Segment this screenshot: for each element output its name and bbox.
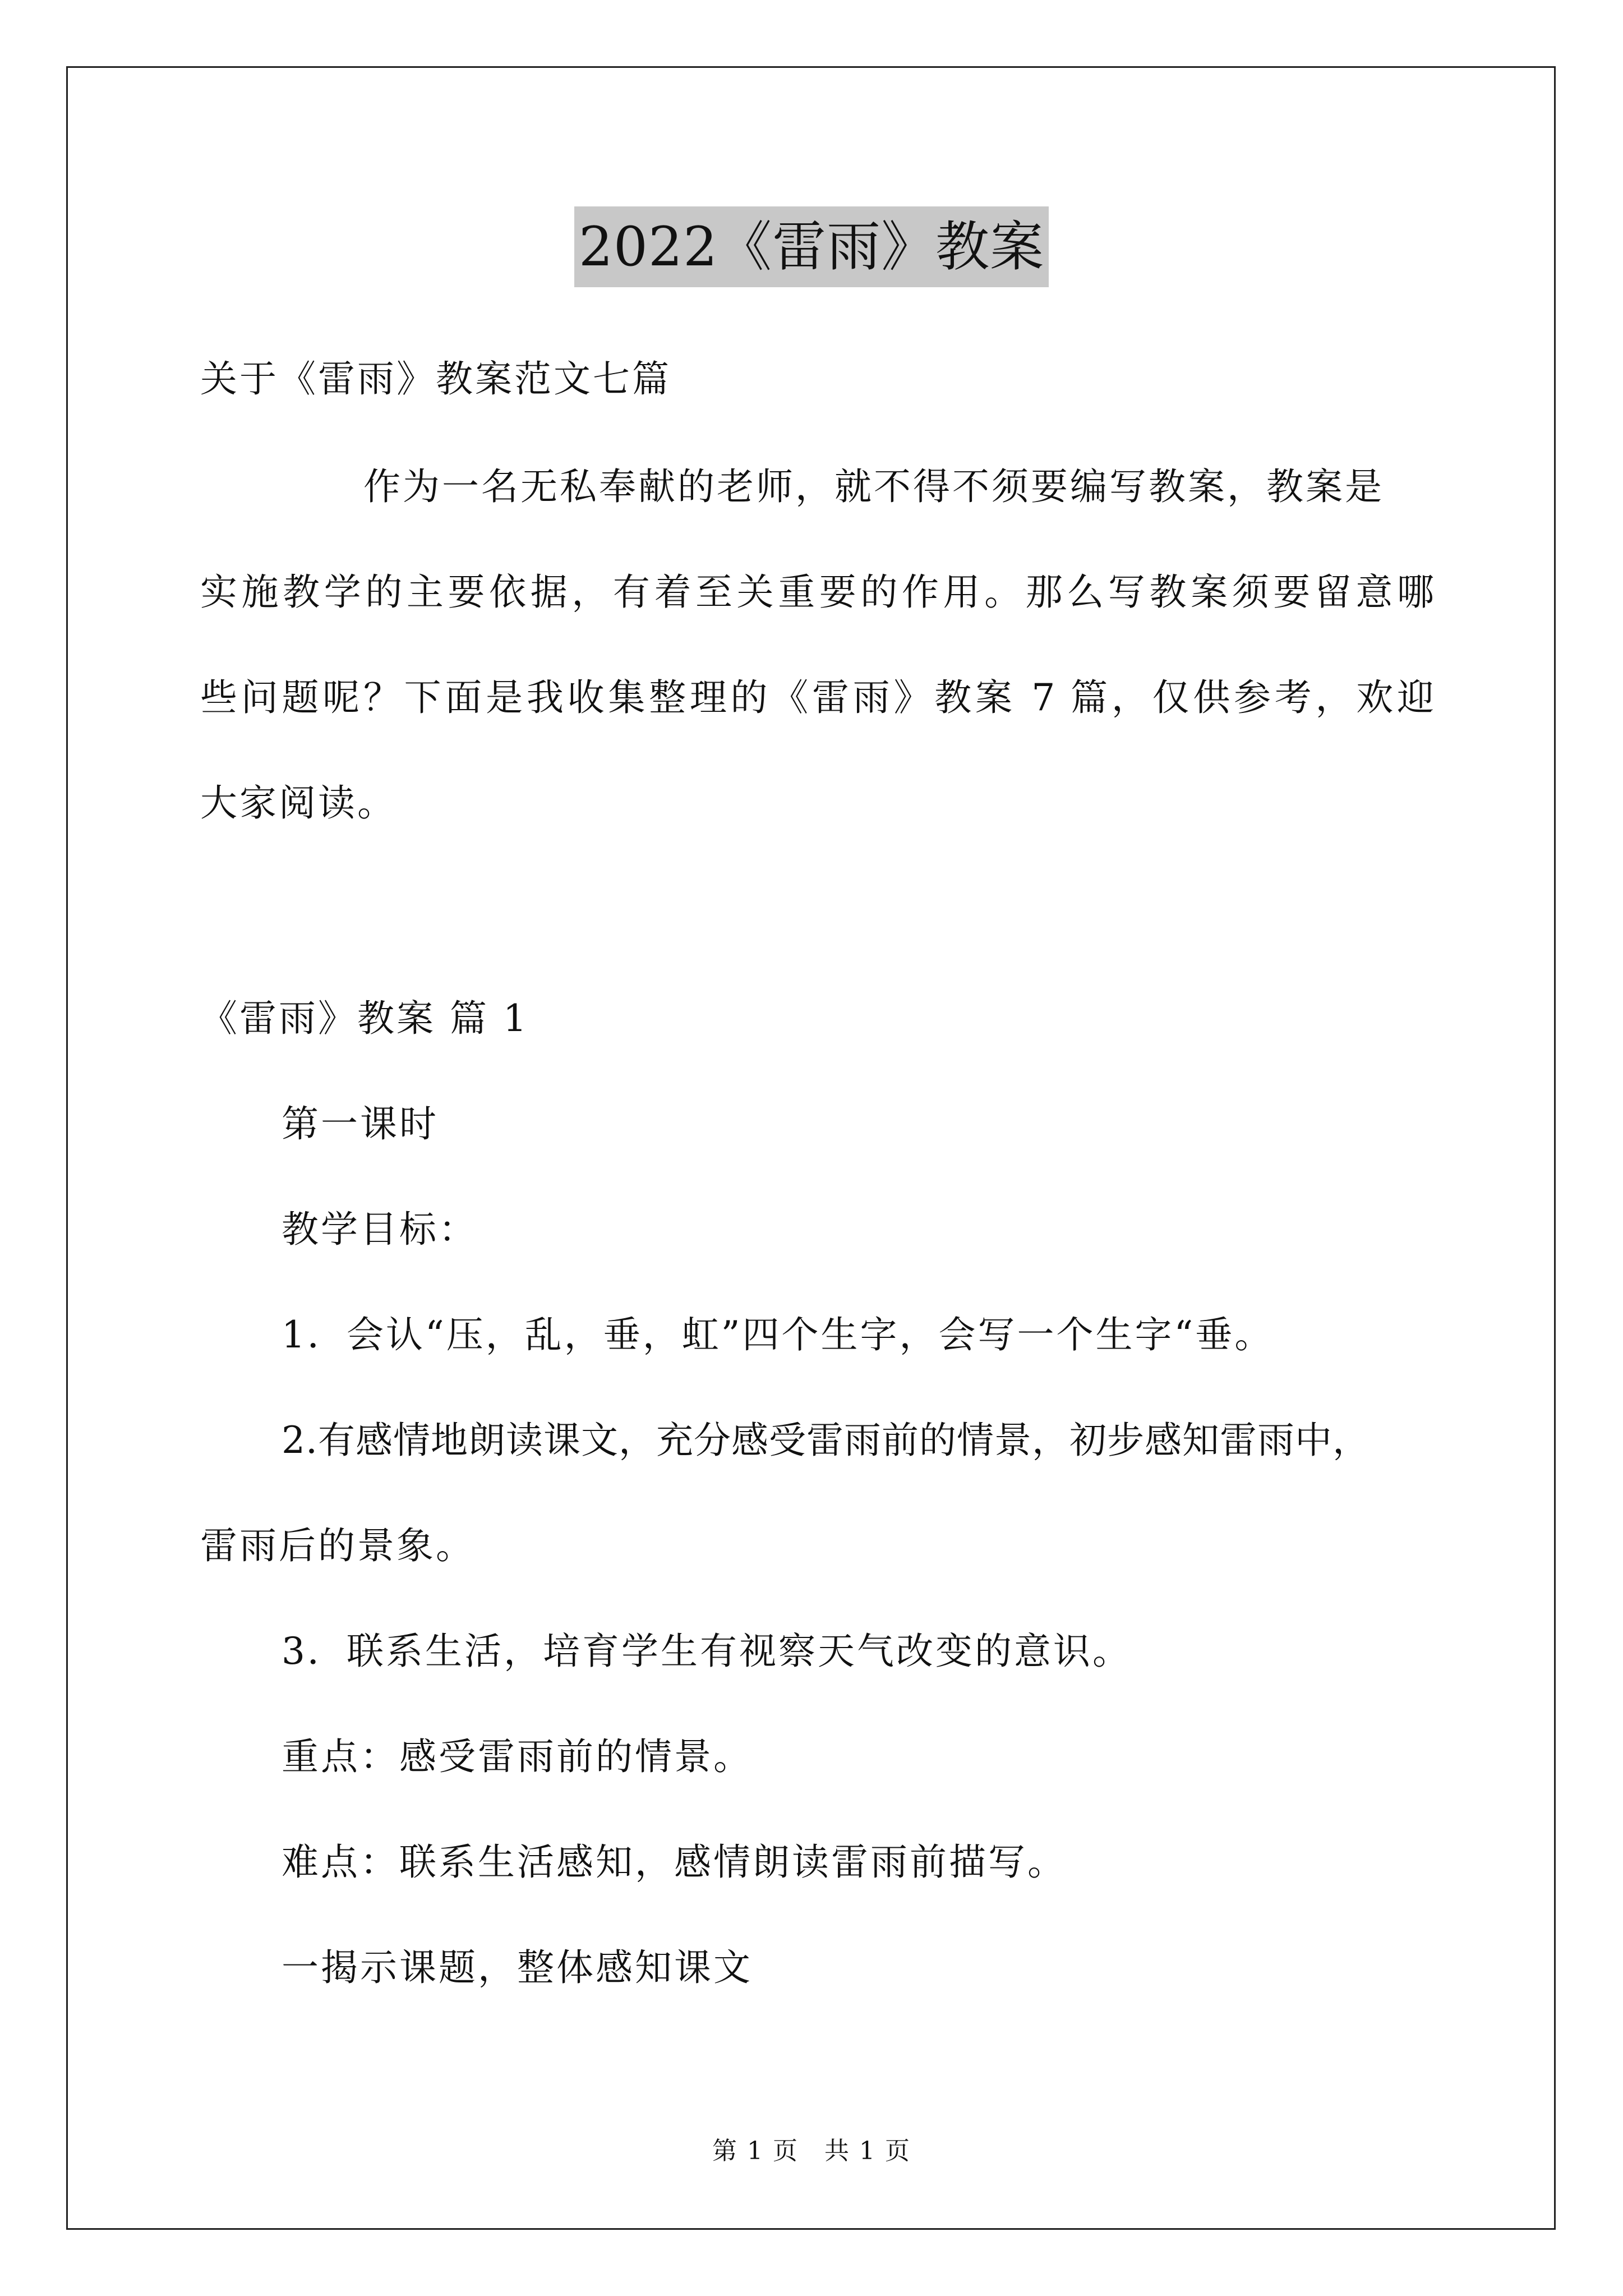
step-1: 一揭示课题，整体感知课文 xyxy=(282,1946,753,1989)
goal-2-line-2: 雷雨后的景象。 xyxy=(200,1524,475,1567)
title-container xyxy=(0,206,1623,287)
intro-line-3: 些问题呢？下面是我收集整理的《雷雨》教案 7 篇，仅供参考，欢迎 xyxy=(200,676,1434,719)
document-subtitle: 关于《雷雨》教案范文七篇 xyxy=(200,357,671,401)
goal-2-line-1: 2.有感情地朗读课文，充分感受雷雨前的情景，初步感知雷雨中， xyxy=(282,1419,1370,1462)
goals-label: 教学目标： xyxy=(282,1208,478,1251)
page-footer: 第 1 页 共 1 页 xyxy=(712,2137,911,2165)
difficulty: 难点：联系生活感知，感情朗读雷雨前描写。 xyxy=(282,1841,1067,1884)
goal-3: 3．联系生活，培育学生有视察天气改变的意识。 xyxy=(282,1630,1132,1673)
section-heading: 《雷雨》教案 篇 1 xyxy=(200,997,529,1040)
key-point: 重点：感受雷雨前的情景。 xyxy=(282,1735,753,1778)
intro-line-4: 大家阅读。 xyxy=(200,781,396,825)
goal-1: 1．会认“压，乱，垂，虹”四个生字，会写一个生字“垂。 xyxy=(282,1313,1274,1356)
document-title: 2022《雷雨》教案 xyxy=(574,206,1049,287)
intro-line-1: 作为一名无私奉献的老师，就不得不须要编写教案，教案是 xyxy=(363,465,1384,508)
intro-line-2: 实施教学的主要依据，有着至关重要的作用。那么写教案须要留意哪 xyxy=(200,570,1434,614)
lesson-label: 第一课时 xyxy=(282,1102,439,1145)
